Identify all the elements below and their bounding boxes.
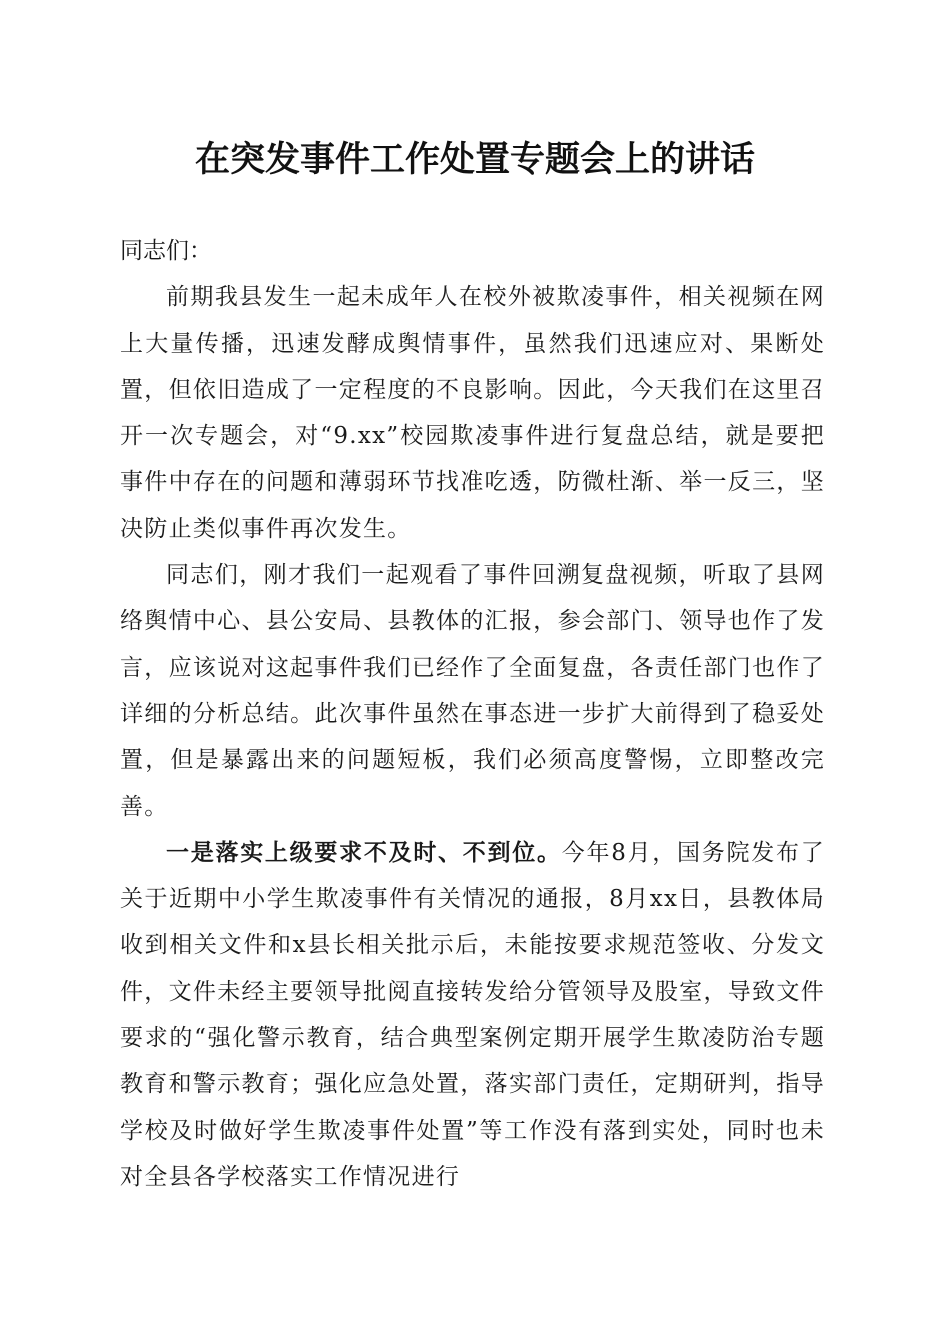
salutation: 同志们： xyxy=(120,238,212,264)
paragraph-1 xyxy=(120,274,825,552)
paragraph-text: 今年8月，国务院发布了关于近期中小学生欺凌事件有关情况的通报，8月xx日，县教体局收到相关文件和x县长相关批示后，未能按要求规范签收、分发文件，文件未经主要领导批阅直接转发给分管领导及股室，导致文件要求的“强化警示教育，结合典型案例定期开展学生欺凌防治专题教育和警示教育；强化应急处置，落实部门责任，定期研判，指导学校及时做好学生欺凌事件处置”等工作没有落到实处，同时也未对全县各学校落实工作情况进行 xyxy=(120,839,825,1190)
document-title: 在突发事件工作处置专题会上的讲话 xyxy=(194,139,755,180)
paragraph-text: 同志们，刚才我们一起观看了事件回溯复盘视频，听取了县网络舆情中心、县公安局、县教体的汇报，参会部门、领导也作了发言，应该说对这起事件我们已经作了全面复盘，各责任部门也作了详细的分析总结。此次事件虽然在事态进一步扩大前得到了稳妥处置，但是暴露出来的问题短板，我们必须高度警惕，立即整改完善。 xyxy=(120,562,825,820)
paragraph-2 xyxy=(120,552,825,830)
paragraph-3 xyxy=(120,830,825,1200)
paragraph-lead: 一是落实上级要求不及时、不到位。 xyxy=(166,838,562,866)
paragraph-text: 前期我县发生一起未成年人在校外被欺凌事件，相关视频在网上大量传播，迅速发酵成舆情事件，虽然我们迅速应对、果断处置，但依旧造成了一定程度的不良影响。因此，今天我们在这里召开一次专题会，对“9.xx”校园欺凌事件进行复盘总结，就是要把事件中存在的问题和薄弱环节找准吃透，防微杜渐、举一反三，坚决防止类似事件再次发生。 xyxy=(120,284,825,542)
document-body xyxy=(120,228,825,1200)
